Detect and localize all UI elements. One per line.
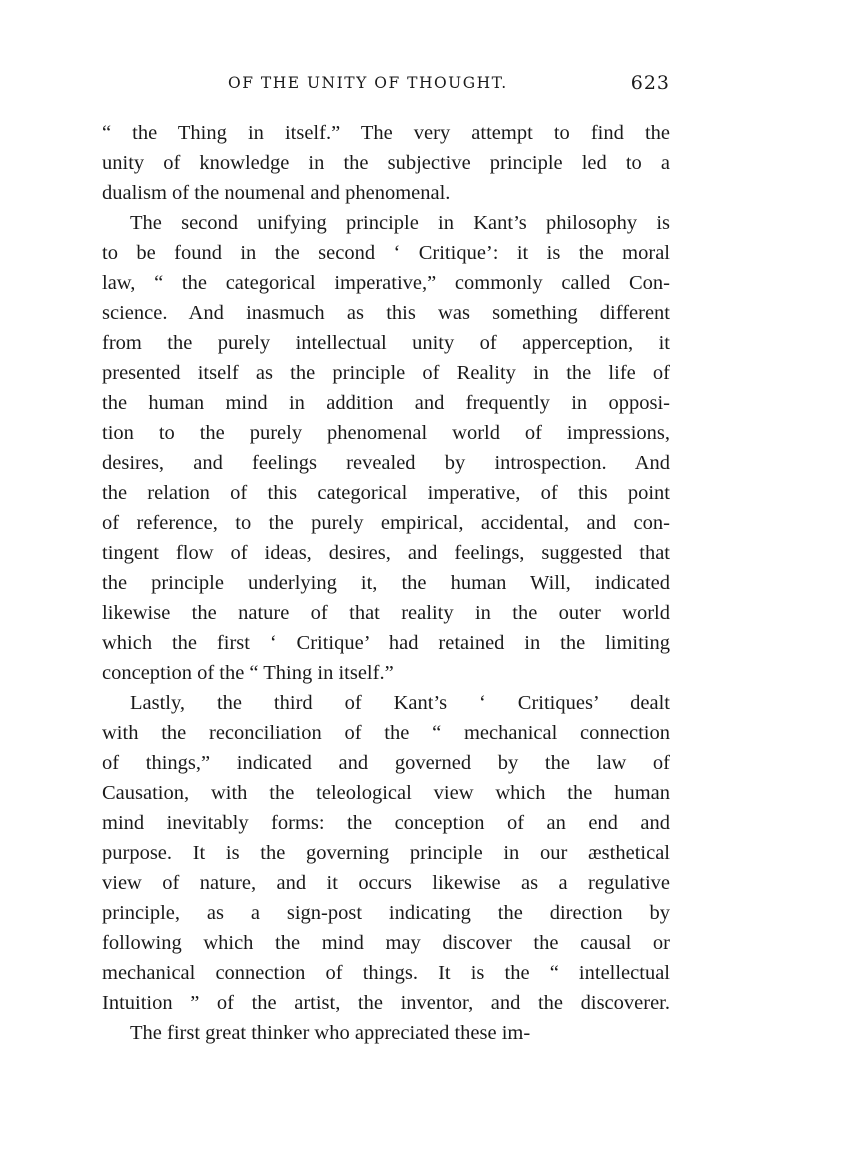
text-line: the human mind in addition and frequently in opposi-	[102, 392, 670, 414]
text-line: The second unifying principle in Kant’s philosophy is	[130, 212, 670, 234]
text-line: mind inevitably forms: the conception of an end and	[102, 812, 670, 834]
page-number: 623	[630, 72, 670, 94]
text-line: principle, as a sign-post indicating the direction by	[102, 902, 670, 924]
text-line: law, “ the categorical imperative,” commonly called Con-	[102, 272, 670, 294]
text-line: Lastly, the third of Kant’s ‘ Critiques’ dealt	[130, 692, 670, 714]
text-line: following which the mind may discover the causal or	[102, 932, 670, 954]
text-line: “ the Thing in itself.” The very attempt to find the	[102, 122, 670, 144]
text-line: Intuition ” of the artist, the inventor, and the discoverer.	[102, 992, 670, 1014]
running-title: OF THE UNITY OF THOUGHT.	[228, 74, 508, 92]
text-line: tingent flow of ideas, desires, and feelings, suggested that	[102, 542, 670, 564]
text-line: from the purely intellectual unity of apperception, it	[102, 332, 670, 354]
text-line: likewise the nature of that reality in the outer world	[102, 602, 670, 624]
text-line: conception of the “ Thing in itself.”	[102, 662, 394, 684]
text-line: presented itself as the principle of Reality in the life of	[102, 362, 670, 384]
book-page	[102, 72, 670, 1048]
body-text	[102, 118, 670, 1048]
text-line: view of nature, and it occurs likewise as a regulative	[102, 872, 670, 894]
text-line: of reference, to the purely empirical, accidental, and con-	[102, 512, 670, 534]
page-header	[102, 72, 670, 104]
text-line: the relation of this categorical imperative, of this point	[102, 482, 670, 504]
text-line: Causation, with the teleological view which the human	[102, 782, 670, 804]
text-line: the principle underlying it, the human Will, indicated	[102, 572, 670, 594]
text-line: mechanical connection of things. It is the “ intellectual	[102, 962, 670, 984]
text-line: purpose. It is the governing principle in our æsthetical	[102, 842, 670, 864]
text-line: The first great thinker who appreciated these im-	[130, 1022, 531, 1044]
text-line: tion to the purely phenomenal world of impressions,	[102, 422, 670, 444]
text-line: of things,” indicated and governed by the law of	[102, 752, 670, 774]
text-line: which the first ‘ Critique’ had retained in the limiting	[102, 632, 670, 654]
text-line: science. And inasmuch as this was something different	[102, 302, 670, 324]
text-line: dualism of the noumenal and phenomenal.	[102, 182, 451, 204]
text-line: with the reconciliation of the “ mechanical connection	[102, 722, 670, 744]
text-line: to be found in the second ‘ Critique’: it is the moral	[102, 242, 670, 264]
text-line: desires, and feelings revealed by introspection. And	[102, 452, 670, 474]
text-line: unity of knowledge in the subjective principle led to a	[102, 152, 670, 174]
